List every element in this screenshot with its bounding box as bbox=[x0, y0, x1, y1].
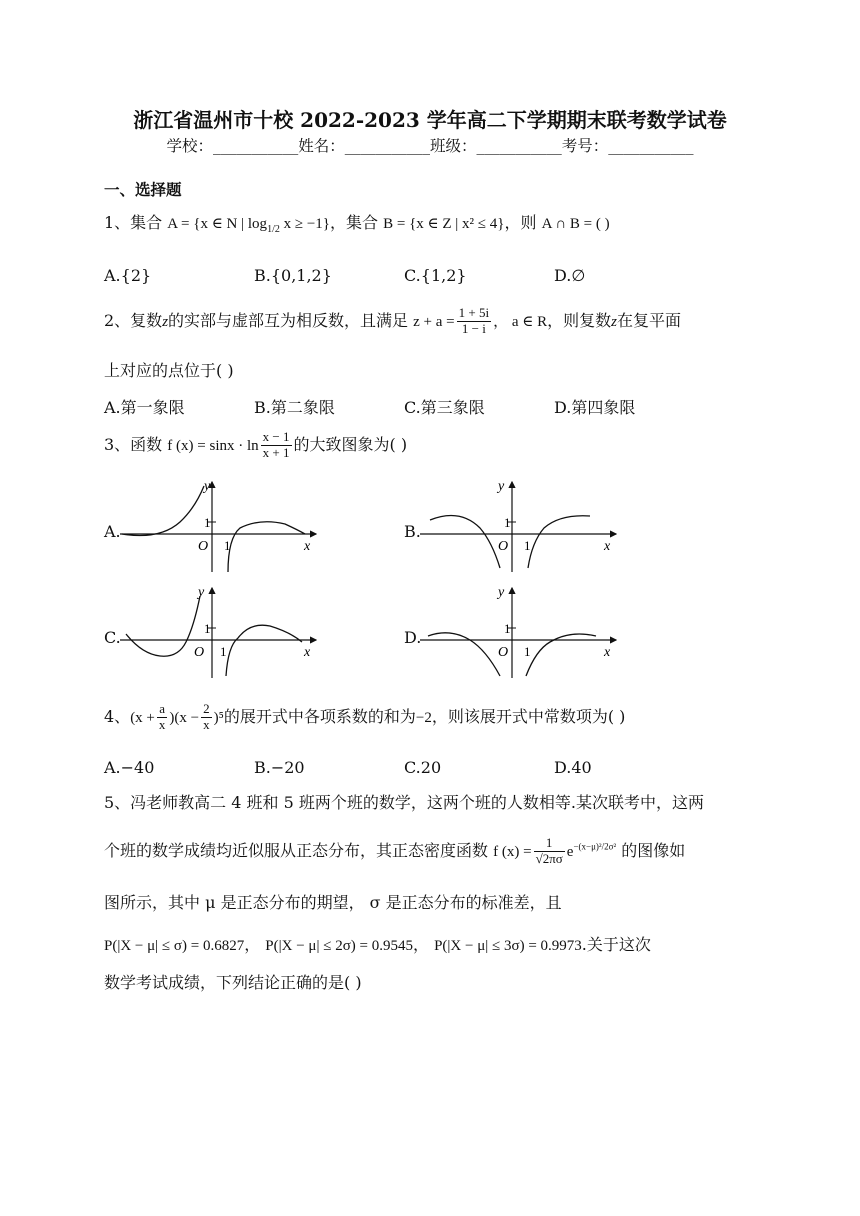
q4-option-c: C.20 bbox=[404, 758, 442, 777]
q3-prefix: 3、函数 bbox=[104, 434, 163, 454]
q5-function: f (x) = bbox=[493, 843, 532, 860]
q4-frac1-num: a bbox=[157, 702, 168, 718]
q1-option-d: D.∅ bbox=[554, 266, 586, 285]
q2-text-d: 在复平面 bbox=[616, 310, 681, 330]
q5-line2-a: 个班的数学成绩均近似服从正态分布，其正态密度函数 bbox=[104, 840, 489, 860]
q1-ask: A ∩ B = ( ) bbox=[541, 216, 610, 232]
graph-c-x-one: 1 bbox=[220, 644, 227, 659]
q2-z-2: z bbox=[611, 313, 617, 330]
graph-c-y-label: y bbox=[198, 585, 205, 600]
graph-b-y-label: y bbox=[498, 479, 505, 494]
graph-d-origin: O bbox=[498, 645, 509, 660]
q4-fraction-2 bbox=[201, 702, 212, 733]
q5-exponent: −(x−μ)²/2σ² bbox=[573, 841, 617, 852]
q4-frac1-den: x bbox=[158, 716, 166, 732]
q4-expr-a: (x + bbox=[130, 709, 155, 726]
q4-frac2-num: 2 bbox=[203, 701, 210, 716]
q3-graph-d bbox=[420, 584, 620, 680]
student-info-line: 学校：___________姓名：___________班级：___________考号：___________ bbox=[166, 137, 694, 155]
q3-frac-num: x − 1 bbox=[262, 429, 290, 444]
q5-fraction bbox=[534, 836, 565, 867]
q5-prob-1: P(|X − μ| ≤ σ) = 0.6827 bbox=[104, 938, 245, 954]
graph-d-y-label: y bbox=[498, 585, 505, 600]
q3-fraction bbox=[261, 430, 292, 461]
q1-prefix: 1、集合 bbox=[104, 213, 163, 232]
q3-suffix: 的大致图象为( ) bbox=[293, 434, 408, 454]
q3-option-b-label: B. bbox=[404, 522, 421, 541]
graph-d-y-one: 1 bbox=[504, 621, 511, 636]
q5-prob-2: P(|X − μ| ≤ 2σ) = 0.9545 bbox=[265, 938, 413, 954]
question-3 bbox=[104, 430, 407, 461]
q1-log-base: 1/2 bbox=[267, 224, 280, 236]
graph-a-y-label: y bbox=[204, 479, 211, 494]
graph-a-x-label: x bbox=[304, 539, 311, 554]
graph-b-x-label: x bbox=[604, 539, 611, 554]
graph-a-x-one: 1 bbox=[224, 538, 231, 553]
q4-fraction-1 bbox=[157, 702, 168, 733]
q3-frac-den: x + 1 bbox=[262, 444, 290, 460]
q3-function: f (x) = sinx · ln bbox=[167, 437, 259, 454]
q4-tail: ，则该展开式中常数项为( ) bbox=[431, 706, 626, 726]
section-heading: 一、选择题 bbox=[104, 180, 182, 199]
q3-graph-a bbox=[120, 478, 320, 574]
q5-line4-tail: .关于这次 bbox=[581, 935, 651, 954]
q4-prefix: 4、 bbox=[104, 706, 131, 726]
q3-option-a-label: A. bbox=[104, 522, 121, 541]
q5-line2-b: 的图像如 bbox=[621, 840, 686, 860]
page-title: 浙江省温州市十校 2022-2023 学年高二下学期期末联考数学试卷 bbox=[133, 108, 727, 132]
q1-set-b: B = {x ∈ Z | x² ≤ 4} bbox=[383, 216, 505, 232]
graph-b-origin: O bbox=[498, 539, 509, 554]
q1-set-a-tail: x ≥ −1} bbox=[279, 216, 330, 232]
question-4 bbox=[104, 702, 625, 733]
q4-option-d: D.40 bbox=[554, 758, 592, 777]
graph-b-x-one: 1 bbox=[524, 538, 531, 553]
q4-suffix: 的展开式中各项系数的和为 bbox=[223, 706, 416, 726]
q2-line2: 上对应的点位于( ) bbox=[104, 361, 234, 380]
q2-frac-num: 1 + 5i bbox=[458, 305, 490, 320]
q1-option-b: B.{0,1,2} bbox=[254, 266, 332, 285]
q4-expr-b: )(x − bbox=[169, 709, 200, 726]
q3-option-c-label: C. bbox=[104, 628, 121, 647]
q2-text-b: 的实部与虚部互为相反数，且满足 bbox=[168, 310, 409, 330]
q2-z: z bbox=[162, 313, 169, 330]
graph-a-y-one: 1 bbox=[204, 515, 211, 530]
q2-option-b: B.第二象限 bbox=[254, 398, 335, 417]
graph-d-x-one: 1 bbox=[524, 644, 531, 659]
q1-option-a: A.{2} bbox=[104, 266, 152, 285]
graph-c-origin: O bbox=[194, 645, 205, 660]
q3-graph-c bbox=[120, 584, 320, 680]
q3-graph-b bbox=[420, 478, 620, 574]
q5-line1: 5、冯老师教高二 4 班和 5 班两个班的数学，这两个班的人数相等.某次联考中，这两 bbox=[104, 793, 704, 812]
q2-text-c: ，则复数 bbox=[547, 310, 612, 330]
q5-prob-3: P(|X − μ| ≤ 3σ) = 0.9973 bbox=[434, 938, 582, 954]
q2-option-a: A.第一象限 bbox=[104, 398, 185, 417]
q5-exp-base: e bbox=[566, 843, 574, 860]
q5-frac-den: √2πσ bbox=[535, 850, 563, 866]
q5-line5: 数学考试成绩，下列结论正确的是( ) bbox=[104, 973, 362, 992]
question-2 bbox=[104, 306, 681, 337]
q2-eq-left: z + a = bbox=[413, 313, 455, 330]
q2-condition: ， a ∈ R bbox=[493, 313, 548, 330]
q1-tail: ，则 bbox=[504, 213, 537, 232]
graph-b-y-one: 1 bbox=[504, 515, 511, 530]
q4-value: −2 bbox=[415, 709, 432, 726]
q2-frac-den: 1 − i bbox=[461, 320, 486, 336]
q2-option-d: D.第四象限 bbox=[554, 398, 636, 417]
q1-mid: ，集合 bbox=[330, 213, 379, 232]
q2-text-a: 2、复数 bbox=[104, 310, 163, 330]
q4-option-b: B.−20 bbox=[254, 758, 305, 777]
graph-c-y-one: 1 bbox=[204, 621, 211, 636]
q4-expr-c: )⁵ bbox=[213, 709, 224, 726]
q4-option-a: A.−40 bbox=[104, 758, 155, 777]
q5-line3: 图所示，其中 μ 是正态分布的期望， σ 是正态分布的标准差，且 bbox=[104, 893, 562, 912]
q1-option-c: C.{1,2} bbox=[404, 266, 467, 285]
graph-c-x-label: x bbox=[304, 645, 311, 660]
graph-a-origin: O bbox=[198, 539, 209, 554]
question-1 bbox=[104, 210, 610, 235]
q1-set-a: A = {x ∈ N | log bbox=[167, 216, 268, 232]
q5-line4: P(|X − μ| ≤ σ) = 0.6827， P(|X − μ| ≤ 2σ) = 0.9545， P(|X − μ| ≤ 3σ) = 0.9973.关于这次 bbox=[104, 935, 651, 954]
q3-option-d-label: D. bbox=[404, 628, 422, 647]
q2-option-c: C.第三象限 bbox=[404, 398, 485, 417]
q2-fraction bbox=[457, 306, 491, 337]
q4-frac2-den: x bbox=[203, 716, 210, 732]
q5-frac-num: 1 bbox=[534, 836, 565, 852]
graph-d-x-label: x bbox=[604, 645, 611, 660]
q5-line2 bbox=[104, 836, 685, 867]
